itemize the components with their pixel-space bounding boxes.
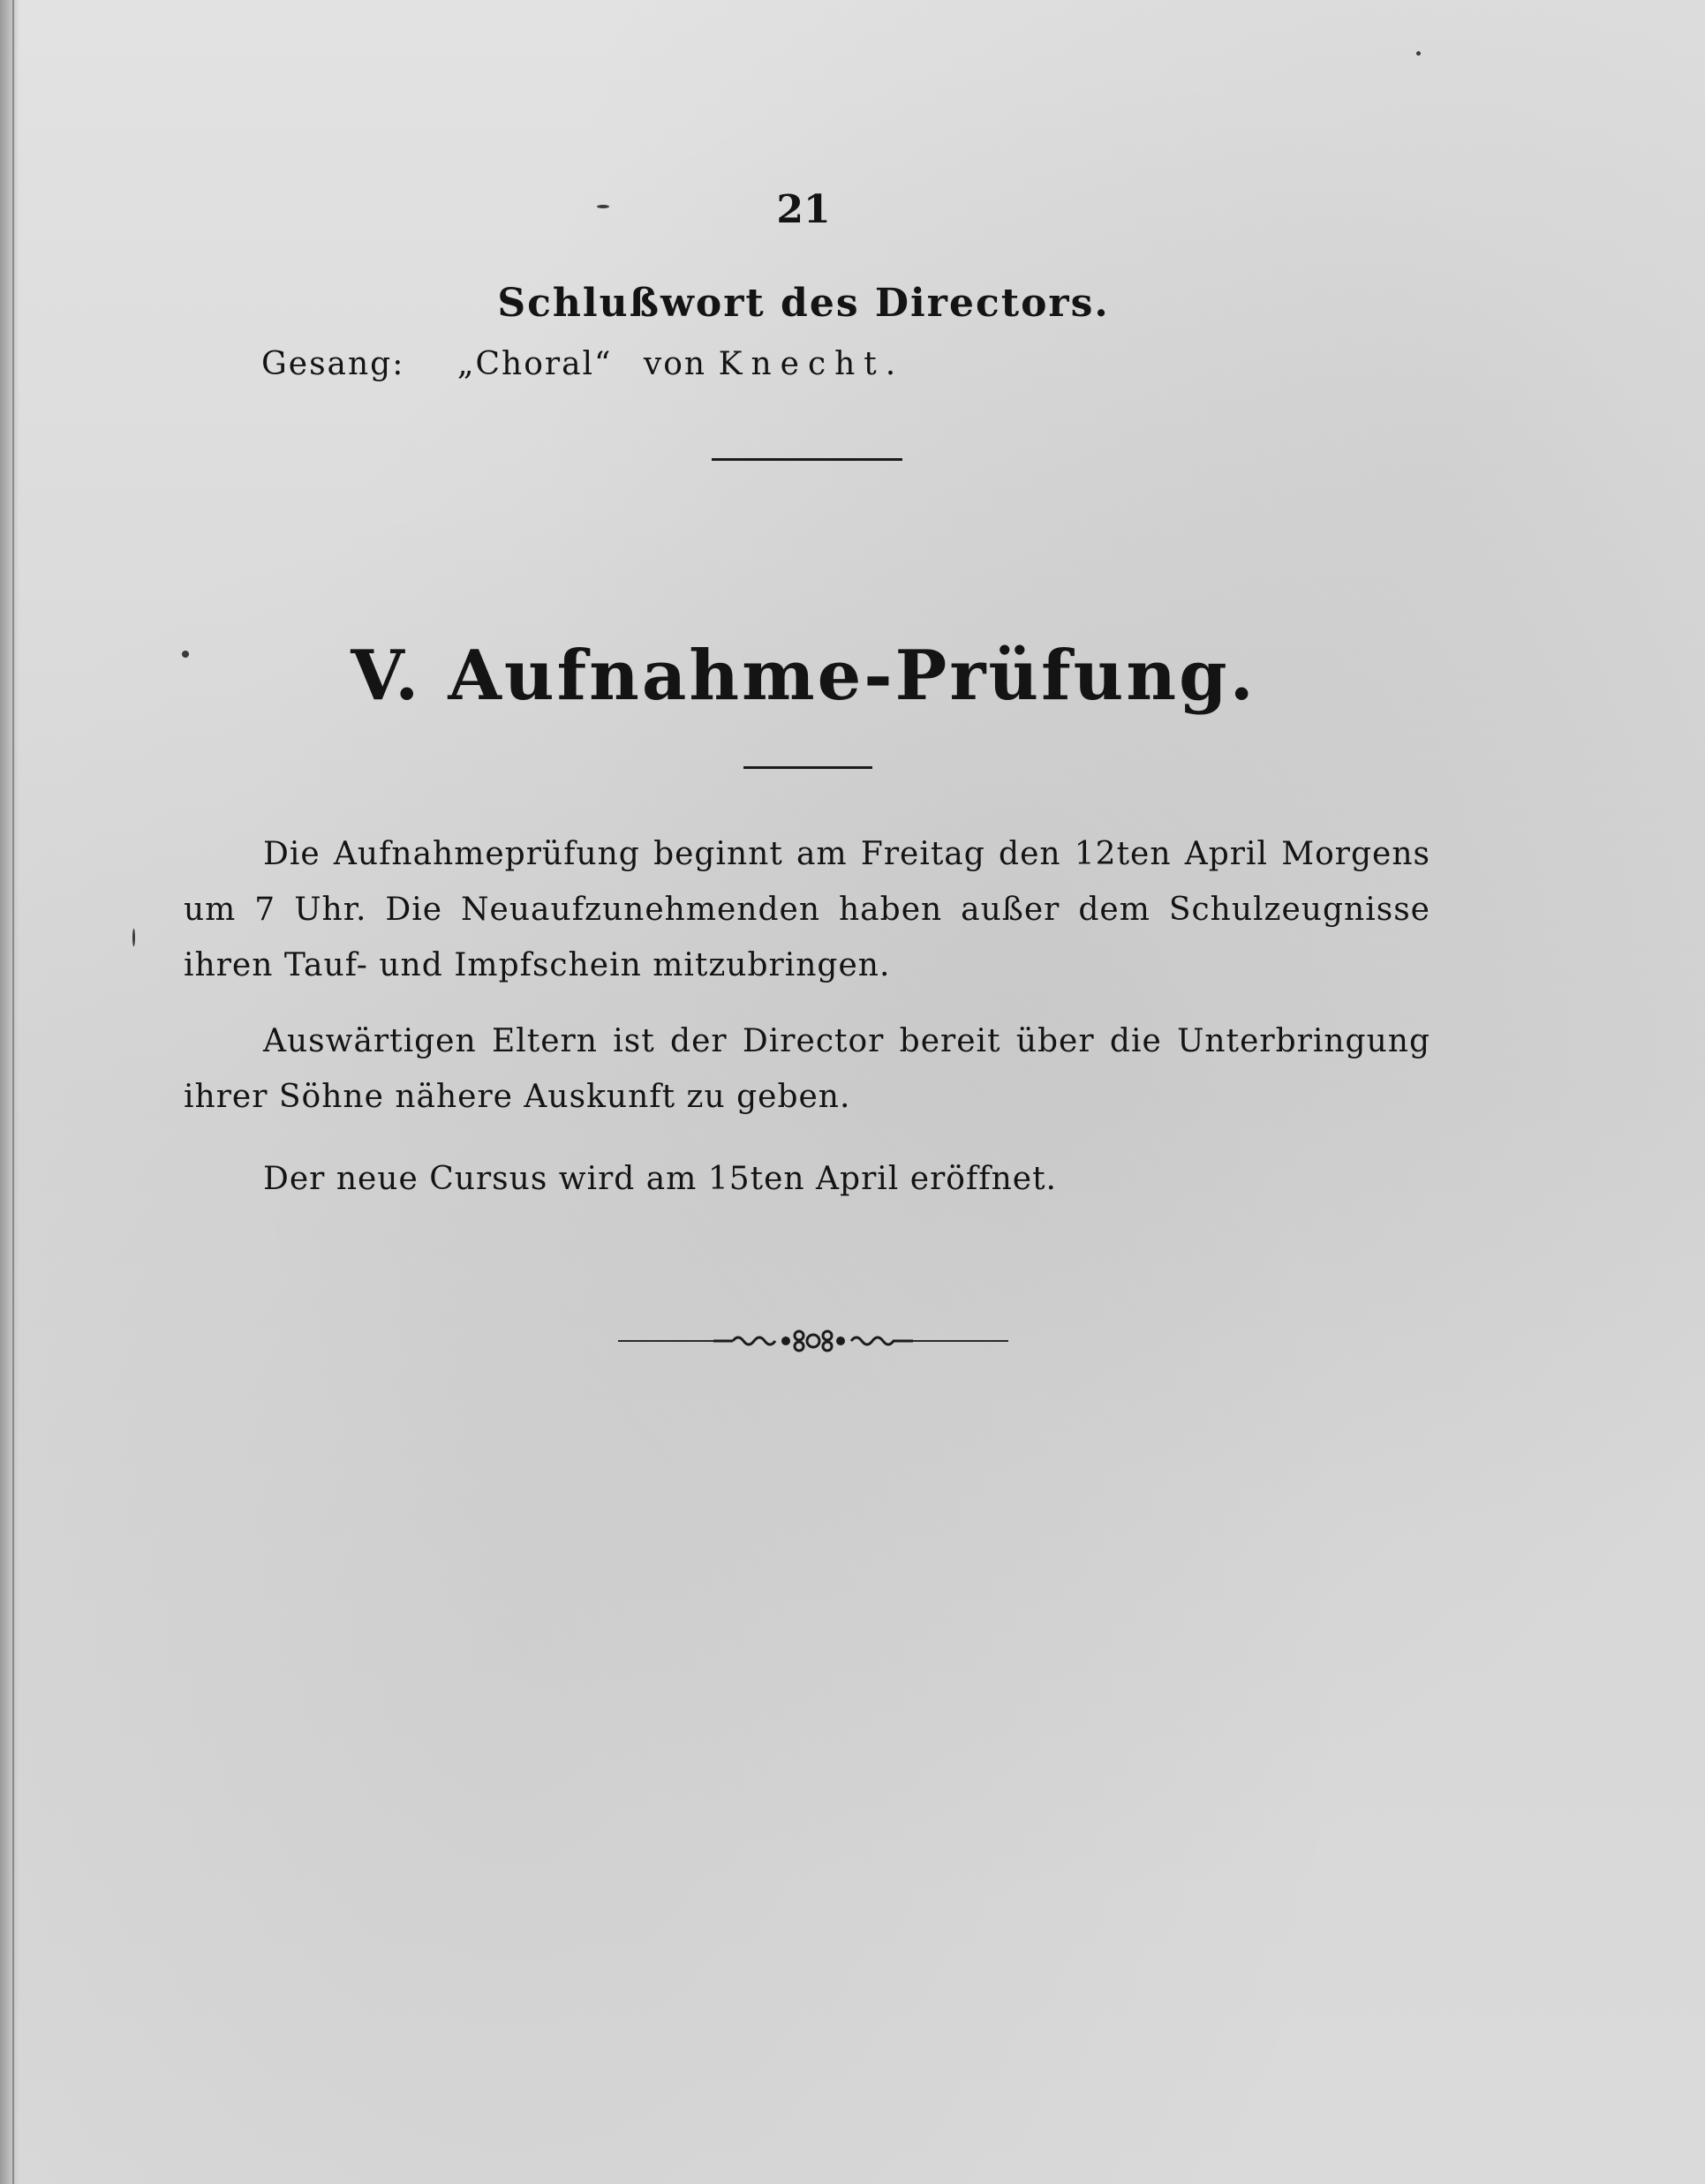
section-heading: V. Aufnahme-Prüfung. [351,636,1256,716]
scroll-ornament-icon [618,1328,1008,1354]
print-speck [597,205,609,208]
print-speck [182,651,189,658]
page-number: 21 [776,187,831,232]
song-by: von [643,346,707,382]
binding-edge [0,0,19,2184]
heading-underline-rule [743,766,872,769]
song-composer: Knecht. [718,346,905,382]
divider-rule [712,458,902,461]
song-title: „Choral“ [456,346,613,382]
song-label: Gesang: [261,346,405,382]
song-line [261,346,904,382]
print-speck [132,929,135,946]
closing-heading: Schlußwort des Directors. [497,281,1110,326]
print-speck [1416,51,1421,56]
paragraph-new-course: Der neue Cursus wird am 15ten April eröffnet. [263,1161,1057,1197]
paragraph-parents-info: Auswärtigen Eltern ist der Director bereit über die Unterbringung ihrer Söhne nähere Auskunft zu geben. [184,1023,1430,1115]
binding-edge-line [12,0,14,2184]
paragraph-admission-exam: Die Aufnahmeprüfung beginnt am Freitag den 12ten April Morgens um 7 Uhr. Die Neuaufzunehmenden haben außer dem Schulzeugnisse ihren Tauf- und Impfschein mitzubringen. [184,836,1430,983]
